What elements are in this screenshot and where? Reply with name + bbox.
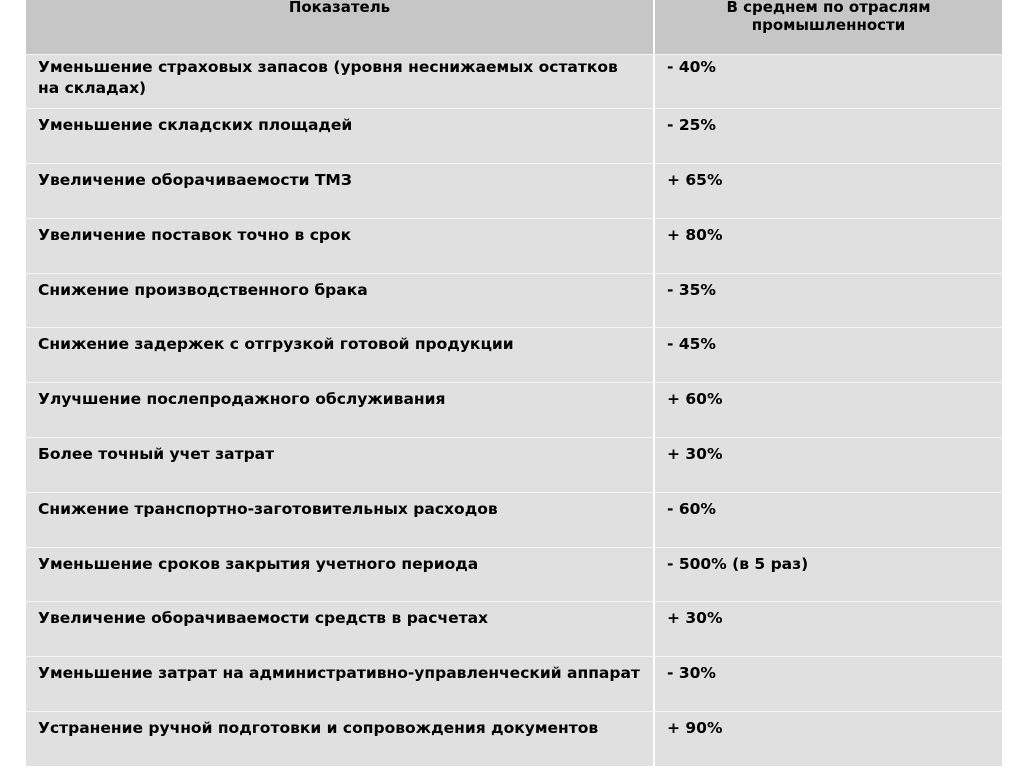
table-row xyxy=(26,273,1002,328)
table-row xyxy=(26,712,1002,767)
table-row xyxy=(26,328,1002,383)
table-row xyxy=(26,164,1002,219)
table-row xyxy=(26,109,1002,164)
metrics-table xyxy=(26,0,1002,766)
table-row xyxy=(26,54,1002,109)
table-row xyxy=(26,383,1002,438)
indicator-cell: Увеличение оборачиваемости ТМЗ xyxy=(26,164,654,219)
table-row xyxy=(26,492,1002,547)
indicator-cell: Снижение транспортно-заготовительных расходов xyxy=(26,492,654,547)
value-cell: + 30% xyxy=(654,602,1002,657)
table-row xyxy=(26,602,1002,657)
indicator-cell: Уменьшение сроков закрытия учетного периода xyxy=(26,547,654,602)
value-cell: - 60% xyxy=(654,492,1002,547)
table-row xyxy=(26,218,1002,273)
indicator-cell: Более точный учет затрат xyxy=(26,438,654,493)
value-cell: - 30% xyxy=(654,657,1002,712)
table-body xyxy=(26,54,1002,766)
table-row xyxy=(26,657,1002,712)
value-cell: + 90% xyxy=(654,712,1002,767)
indicator-cell: Уменьшение затрат на административно-управленческий аппарат xyxy=(26,657,654,712)
value-cell: - 40% xyxy=(654,54,1002,109)
indicator-cell: Улучшение послепродажного обслуживания xyxy=(26,383,654,438)
indicator-cell: Увеличение оборачиваемости средств в расчетах xyxy=(26,602,654,657)
table-header-row xyxy=(26,0,1002,54)
indicator-cell: Снижение производственного брака xyxy=(26,273,654,328)
value-cell: - 500% (в 5 раз) xyxy=(654,547,1002,602)
value-cell: - 25% xyxy=(654,109,1002,164)
column-header-indicator: Показатель xyxy=(26,0,654,54)
indicator-cell: Уменьшение страховых запасов (уровня неснижаемых остатков на складах) xyxy=(26,54,654,109)
indicator-cell: Устранение ручной подготовки и сопровождения документов xyxy=(26,712,654,767)
table-row xyxy=(26,547,1002,602)
table-row xyxy=(26,438,1002,493)
indicator-cell: Увеличение поставок точно в срок xyxy=(26,218,654,273)
indicator-cell: Уменьшение складских площадей xyxy=(26,109,654,164)
value-cell: - 35% xyxy=(654,273,1002,328)
value-cell: + 80% xyxy=(654,218,1002,273)
value-cell: + 60% xyxy=(654,383,1002,438)
value-cell: + 65% xyxy=(654,164,1002,219)
indicator-cell: Снижение задержек с отгрузкой готовой продукции xyxy=(26,328,654,383)
value-cell: - 45% xyxy=(654,328,1002,383)
column-header-industry-average: В среднем по отраслям промышленности xyxy=(654,0,1002,54)
value-cell: + 30% xyxy=(654,438,1002,493)
